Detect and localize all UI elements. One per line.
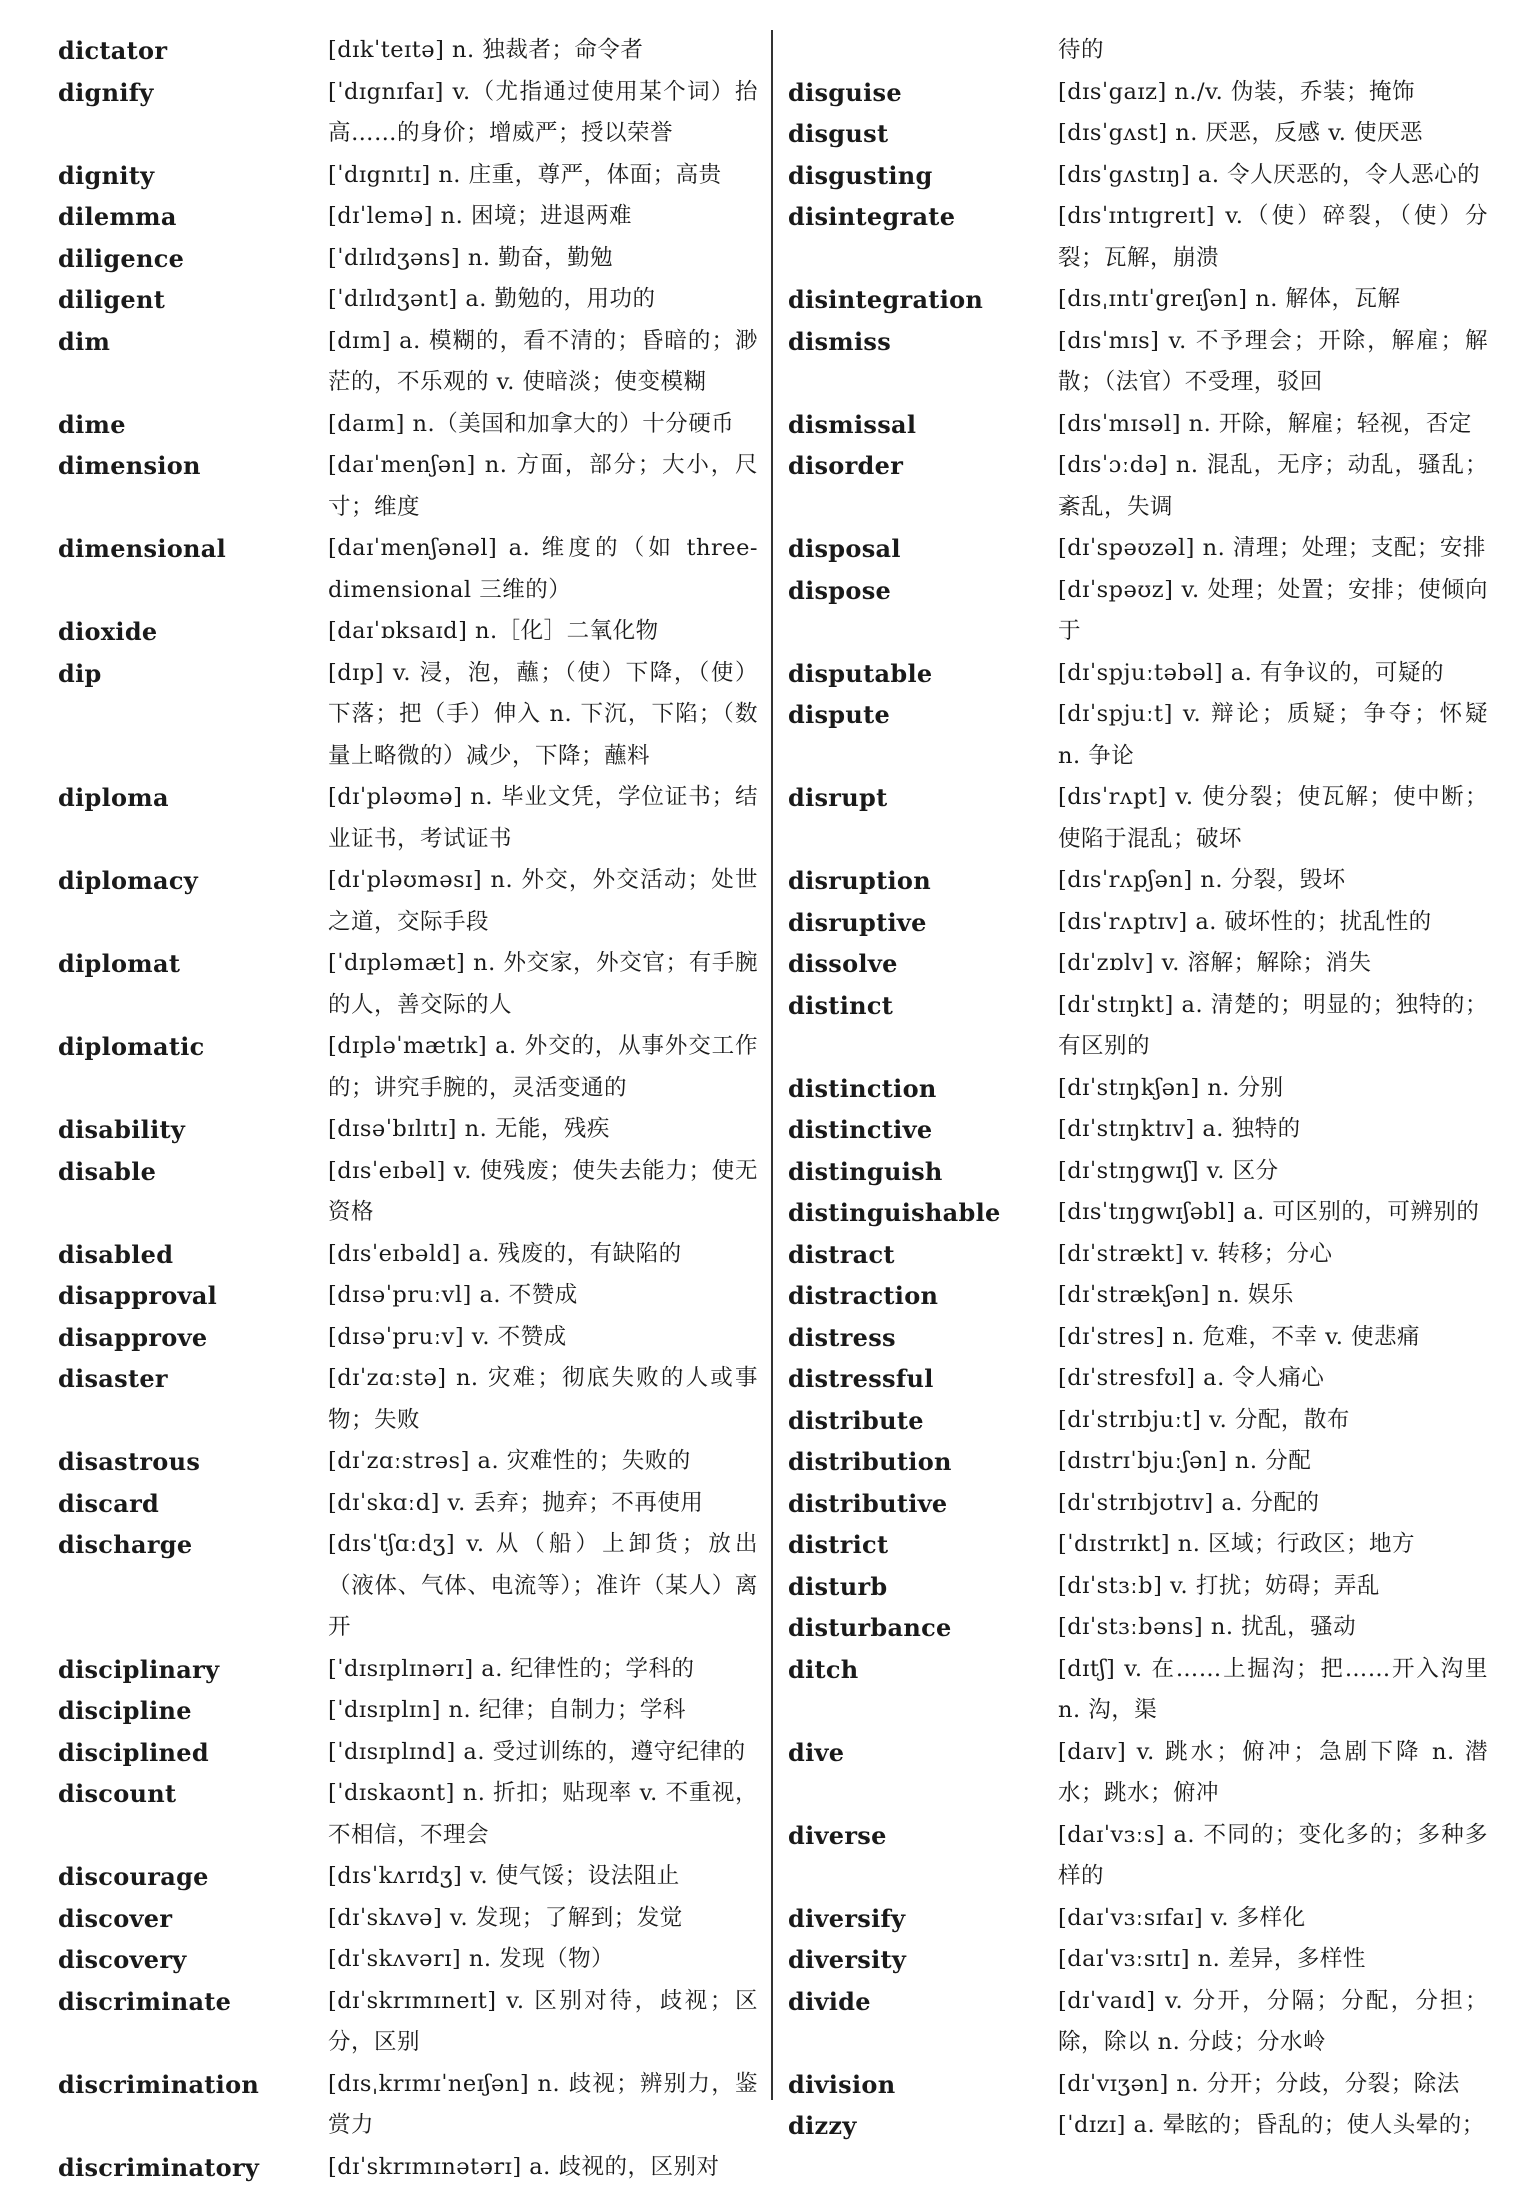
dictionary-entry [58,279,758,321]
dictionary-entry [58,1483,758,1525]
definition: [ˈdɪzɪ] a. 晕眩的；昏乱的；使人头晕的； [1058,2105,1488,2147]
definition: [ˈdɪsɪplɪn] n. 纪律；自制力；学科 [328,1690,758,1732]
definition: [ˈdɪgnɪtɪ] n. 庄重，尊严，体面；高贵 [328,155,758,197]
headword: diplomacy [58,860,328,902]
dictionary-entry [788,1732,1488,1815]
definition: [ˈdɪsɪplɪnərɪ] a. 纪律性的；学科的 [328,1649,758,1691]
headword: dilemma [58,196,328,238]
headword: disintegration [788,279,1058,321]
headword: diligent [58,279,328,321]
headword: distinguishable [788,1192,1058,1234]
dictionary-entry [58,611,758,653]
headword: disturbance [788,1607,1058,1649]
dictionary-entry [788,1649,1488,1732]
headword: disciplined [58,1732,328,1774]
headword: dizzy [788,2105,1058,2147]
definition: [daɪˈvɜːsɪfaɪ] v. 多样化 [1058,1898,1488,1940]
definition: [dɪsˈgʌstɪŋ] a. 令人厌恶的，令人恶心的 [1058,155,1488,197]
headword: discriminate [58,1981,328,2023]
headword: discrimination [58,2064,328,2106]
headword: district [788,1524,1058,1566]
dictionary-entry [788,1939,1488,1981]
definition: [dɪˈstɪŋkt] a. 清楚的；明显的；独特的；有区别的 [1058,985,1488,1068]
definition: [dɪˈspəʊz] v. 处理；处置；安排；使倾向于 [1058,570,1488,653]
dictionary-entry [58,1441,758,1483]
definition: [dɪˈspjuːtəbəl] a. 有争议的，可疑的 [1058,653,1488,695]
dictionary-entry [788,1068,1488,1110]
headword: discount [58,1773,328,1815]
definition: [dɪkˈteɪtə] n. 独裁者；命令者 [328,30,758,72]
definition: [dɪtʃ] v. 在……上掘沟；把……开入沟里 n. 沟，渠 [1058,1649,1488,1732]
definition: [dɪˈstrækt] v. 转移；分心 [1058,1234,1488,1276]
definition: [dɪsˈmɪsəl] n. 开除，解雇；轻视，否定 [1058,404,1488,446]
definition: [dɪˈzɑːstə] n. 灾难；彻底失败的人或事物；失败 [328,1358,758,1441]
dictionary-entry [58,404,758,446]
headword: diversify [788,1898,1058,1940]
headword: disabled [58,1234,328,1276]
dictionary-entry [58,1317,758,1359]
dictionary-entry [788,1898,1488,1940]
dictionary-entry [788,570,1488,653]
definition: [dɪˈstrɪbjʊtɪv] a. 分配的 [1058,1483,1488,1525]
dictionary-entry [58,1898,758,1940]
headword: dim [58,321,328,363]
headword: distributive [788,1483,1058,1525]
headword: diplomatic [58,1026,328,1068]
headword: distribute [788,1400,1058,1442]
headword: dive [788,1732,1058,1774]
dictionary-entry [58,445,758,528]
definition: [dɪm] a. 模糊的，看不清的；昏暗的；渺茫的，不乐观的 v. 使暗淡；使变模糊 [328,321,758,404]
dictionary-entry [788,1524,1488,1566]
dictionary-entry [788,1607,1488,1649]
headword: disability [58,1109,328,1151]
headword: disturb [788,1566,1058,1608]
headword: distressful [788,1358,1058,1400]
headword: dictator [58,30,328,72]
dictionary-entry [58,1109,758,1151]
headword: disrupt [788,777,1058,819]
headword: dispute [788,694,1058,736]
definition: [daɪˈmenʃən] n. 方面，部分；大小，尺寸；维度 [328,445,758,528]
definition: [dɪˈpləʊməsɪ] n. 外交，外交活动；处世之道，交际手段 [328,860,758,943]
definition: [dɪsəˈpruːvl] a. 不赞成 [328,1275,758,1317]
dictionary-entry [788,279,1488,321]
headword: dissolve [788,943,1058,985]
definition: [daɪˈvɜːsɪtɪ] n. 差异，多样性 [1058,1939,1488,1981]
dictionary-entry [788,1109,1488,1151]
headword: discovery [58,1939,328,1981]
headword: disruption [788,860,1058,902]
definition: [dɪˈstres] n. 危难，不幸 v. 使悲痛 [1058,1317,1488,1359]
dictionary-entry [788,445,1488,528]
headword: distinction [788,1068,1058,1110]
dictionary-entry [788,196,1488,279]
definition: [dɪsˈɪntɪgreɪt] v.（使）碎裂，（使）分裂；瓦解，崩溃 [1058,196,1488,279]
definition: [dɪˈspəʊzəl] n. 清理；处理；支配；安排 [1058,528,1488,570]
headword: dignify [58,72,328,114]
headword: dip [58,653,328,695]
definition: [dɪˈzɑːstrəs] a. 灾难性的；失败的 [328,1441,758,1483]
definition: [dɪsˈrʌpʃən] n. 分裂，毁坏 [1058,860,1488,902]
definition: [dɪˈvɪʒən] n. 分开；分歧，分裂；除法 [1058,2064,1488,2106]
definition: [dɪˈstrɪbjuːt] v. 分配，散布 [1058,1400,1488,1442]
definition: [dɪˈlemə] n. 困境；进退两难 [328,196,758,238]
definition: [ˈdɪskaʊnt] n. 折扣；贴现率 v. 不重视，不相信，不理会 [328,1773,758,1856]
headword: disposal [788,528,1058,570]
definition: [dɪˈvaɪd] v. 分开，分隔；分配，分担；除，除以 n. 分歧；分水岭 [1058,1981,1488,2064]
headword: discriminatory [58,2147,328,2188]
headword: disaster [58,1358,328,1400]
dictionary-entry [58,2147,758,2188]
definition: [dɪsˈrʌpt] v. 使分裂；使瓦解；使中断；使陷于混乱；破坏 [1058,777,1488,860]
dictionary-entry [58,1690,758,1732]
headword: dismissal [788,404,1058,446]
headword: diversity [788,1939,1058,1981]
headword: disapprove [58,1317,328,1359]
right-column [788,30,1488,2147]
dictionary-entry [788,1815,1488,1898]
definition: [dɪˈzɒlv] v. 溶解；解除；消失 [1058,943,1488,985]
dictionary-entry [788,860,1488,902]
headword: division [788,2064,1058,2106]
headword: ditch [788,1649,1058,1691]
definition: [dɪˈstɜːbəns] n. 扰乱，骚动 [1058,1607,1488,1649]
definition: [dɪsˈeɪbəl] v. 使残废；使失去能力；使无资格 [328,1151,758,1234]
headword: dimension [58,445,328,487]
dictionary-entry [58,653,758,778]
dictionary-entry [788,1400,1488,1442]
headword: diverse [788,1815,1058,1857]
dictionary-entry [788,1441,1488,1483]
dictionary-entry [58,1151,758,1234]
dictionary-entry [788,1566,1488,1608]
definition: [daɪˈɒksaɪd] n.［化］二氧化物 [328,611,758,653]
headword: discard [58,1483,328,1525]
definition: [dɪˈstɪŋkʃən] n. 分别 [1058,1068,1488,1110]
definition: [dɪˈstresfʊl] a. 令人痛心 [1058,1358,1488,1400]
headword: dismiss [788,321,1058,363]
definition: [dɪsəˈpruːv] v. 不赞成 [328,1317,758,1359]
dictionary-entry [58,777,758,860]
definition: [ˈdɪpləmæt] n. 外交家，外交官；有手腕的人，善交际的人 [328,943,758,1026]
definition: [dɪsˌkrɪmɪˈneɪʃən] n. 歧视；辨别力，鉴赏力 [328,2064,758,2147]
headword: distribution [788,1441,1058,1483]
dictionary-entry [58,1773,758,1856]
dictionary-entry [58,72,758,155]
headword: diligence [58,238,328,280]
definition: [dɪsˈmɪs] v. 不予理会；开除，解雇；解散；（法官）不受理，驳回 [1058,321,1488,404]
headword: discourage [58,1856,328,1898]
dictionary-entry [788,1275,1488,1317]
dictionary-entry [58,1732,758,1774]
dictionary-entry [58,528,758,611]
dictionary-entry [58,30,758,72]
dictionary-entry [58,1981,758,2064]
left-column [58,30,758,2188]
definition: [dɪp] v. 浸，泡，蘸；（使）下降，（使）下落；把（手）伸入 n. 下沉，下陷；（数量上略微的）减少，下降；蘸料 [328,653,758,778]
headword: disputable [788,653,1058,695]
definition: [dɪsəˈbɪlɪtɪ] n. 无能，残疾 [328,1109,758,1151]
dictionary-entry [58,1234,758,1276]
definition: [dɪsˈeɪbəld] a. 残废的，有缺陷的 [328,1234,758,1276]
headword: dignity [58,155,328,197]
definition: [dɪpləˈmætɪk] a. 外交的，从事外交工作的；讲究手腕的，灵活变通的 [328,1026,758,1109]
definition: [dɪˈskrɪmɪnətərɪ] a. 歧视的，区别对 [328,2147,758,2188]
headword: distract [788,1234,1058,1276]
dictionary-entry [788,902,1488,944]
headword: disastrous [58,1441,328,1483]
dictionary-entry [58,1358,758,1441]
definition: [dɪsˈkʌrɪdʒ] v. 使气馁；设法阻止 [328,1856,758,1898]
headword: distinguish [788,1151,1058,1193]
headword: discover [58,1898,328,1940]
definition: 待的 [1058,30,1488,72]
headword: disgusting [788,155,1058,197]
definition: [ˈdɪlɪdʒənt] a. 勤勉的，用功的 [328,279,758,321]
headword: disintegrate [788,196,1058,238]
dictionary-entry [58,1275,758,1317]
dictionary-entry [788,985,1488,1068]
dictionary-entry [788,2064,1488,2106]
definition: [dɪˈskʌvə] v. 发现；了解到；发觉 [328,1898,758,1940]
headword: disapproval [58,1275,328,1317]
dictionary-entry [58,1939,758,1981]
definition: [ˈdɪlɪdʒəns] n. 勤奋，勤勉 [328,238,758,280]
headword: distinct [788,985,1058,1027]
dictionary-entry [788,30,1488,72]
dictionary-entry [58,238,758,280]
dictionary-entry [58,196,758,238]
dictionary-entry [58,2064,758,2147]
headword: disorder [788,445,1058,487]
definition: [dɪˈstrækʃən] n. 娱乐 [1058,1275,1488,1317]
definition: [dɪˈpləʊmə] n. 毕业文凭，学位证书；结业证书，考试证书 [328,777,758,860]
definition: [daɪm] n.（美国和加拿大的）十分硬币 [328,404,758,446]
definition: [dɪˈskʌvərɪ] n. 发现（物） [328,1939,758,1981]
headword: disable [58,1151,328,1193]
column-divider [771,30,773,2100]
dictionary-entry [58,943,758,1026]
definition: [ˈdɪsɪplɪnd] a. 受过训练的，遵守纪律的 [328,1732,758,1774]
definition: [dɪˈskɑːd] v. 丢弃；抛弃；不再使用 [328,1483,758,1525]
headword: dispose [788,570,1058,612]
dictionary-entry [788,1317,1488,1359]
dictionary-entry [58,1649,758,1691]
dictionary-entry [788,1483,1488,1525]
dictionary-entry [788,1151,1488,1193]
dictionary-entry [788,694,1488,777]
definition: [dɪsˈgaɪz] n./v. 伪装，乔装；掩饰 [1058,72,1488,114]
dictionary-entry [788,2105,1488,2147]
dictionary-entry [788,1234,1488,1276]
headword: divide [788,1981,1058,2023]
definition: [daɪˈmenʃənəl] a. 维度的（如 three-dimensional 三维的） [328,528,758,611]
headword: dioxide [58,611,328,653]
definition: [dɪsˈtʃɑːdʒ] v. 从（船）上卸货；放出（液体、气体、电流等）；准许（某人）离开 [328,1524,758,1649]
dictionary-entry [788,943,1488,985]
dictionary-entry [58,1524,758,1649]
definition: [dɪˈstɪŋktɪv] a. 独特的 [1058,1109,1488,1151]
definition: [dɪˈstɜːb] v. 打扰；妨碍；弄乱 [1058,1566,1488,1608]
headword: disruptive [788,902,1058,944]
definition: [dɪsˈgʌst] n. 厌恶，反感 v. 使厌恶 [1058,113,1488,155]
headword: dime [58,404,328,446]
dictionary-entry [788,1981,1488,2064]
definition: [ˈdɪgnɪfaɪ] v.（尤指通过使用某个词）抬高……的身价；增威严；授以荣誉 [328,72,758,155]
definition: [dɪsˈtɪŋgwɪʃəbl] a. 可区别的，可辨别的 [1058,1192,1488,1234]
dictionary-entry [788,1358,1488,1400]
dictionary-entry [788,72,1488,114]
dictionary-entry [788,528,1488,570]
definition: [dɪsˌɪntɪˈgreɪʃən] n. 解体，瓦解 [1058,279,1488,321]
headword: distress [788,1317,1058,1359]
dictionary-entry [788,321,1488,404]
dictionary-entry [788,777,1488,860]
dictionary-entry [58,860,758,943]
dictionary-entry [788,113,1488,155]
dictionary-entry [788,1192,1488,1234]
headword: dimensional [58,528,328,570]
headword: disgust [788,113,1058,155]
dictionary-entry [58,1026,758,1109]
definition: [daɪv] v. 跳水；俯冲；急剧下降 n. 潜水；跳水；俯冲 [1058,1732,1488,1815]
definition: [dɪsˈrʌptɪv] a. 破坏性的；扰乱性的 [1058,902,1488,944]
dictionary-entry [58,321,758,404]
headword: discharge [58,1524,328,1566]
headword: distraction [788,1275,1058,1317]
definition: [dɪˈspjuːt] v. 辩论；质疑；争夺；怀疑 n. 争论 [1058,694,1488,777]
definition: [dɪˈstɪŋgwɪʃ] v. 区分 [1058,1151,1488,1193]
dictionary-entry [58,1856,758,1898]
headword: disciplinary [58,1649,328,1691]
headword: diploma [58,777,328,819]
definition: [dɪˈskrɪmɪneɪt] v. 区别对待，歧视；区分，区别 [328,1981,758,2064]
headword: diplomat [58,943,328,985]
definition: [daɪˈvɜːs] a. 不同的；变化多的；多种多样的 [1058,1815,1488,1898]
headword: disguise [788,72,1058,114]
definition: [dɪstrɪˈbjuːʃən] n. 分配 [1058,1441,1488,1483]
dictionary-entry [788,653,1488,695]
headword: distinctive [788,1109,1058,1151]
definition: [dɪsˈɔːdə] n. 混乱，无序；动乱，骚乱；紊乱，失调 [1058,445,1488,528]
dictionary-entry [788,404,1488,446]
headword: discipline [58,1690,328,1732]
dictionary-entry [788,155,1488,197]
dictionary-entry [58,155,758,197]
definition: [ˈdɪstrɪkt] n. 区域；行政区；地方 [1058,1524,1488,1566]
